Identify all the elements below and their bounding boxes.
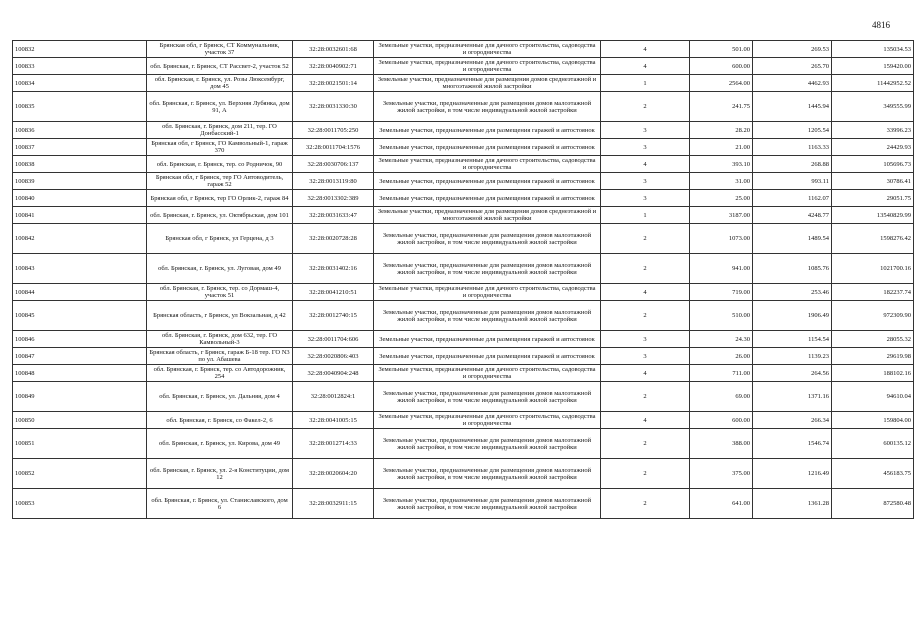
cell-unit-value: 4462.93	[753, 75, 832, 92]
cell-unit-value: 264.56	[753, 365, 832, 382]
cell-cadastral-value: 29051.75	[832, 190, 914, 207]
cell-group: 2	[601, 224, 690, 254]
cell-area: 393.10	[690, 156, 753, 173]
cell-area: 1073.00	[690, 224, 753, 254]
cell-cadastral-number: 32:28:0013302:389	[293, 190, 374, 207]
cell-cadastral-value: 30786.41	[832, 173, 914, 190]
cell-group: 4	[601, 365, 690, 382]
table-row	[13, 365, 914, 382]
cell-record-id: 100853	[13, 489, 147, 519]
cell-cadastral-value: 105696.73	[832, 156, 914, 173]
cell-address: обл. Брянская, г. Брянск, со Факел-2, 6	[147, 412, 293, 429]
cell-address: Брянская обл, г Брянск, СТ Коммунальник, участок 37	[147, 41, 293, 58]
cell-unit-value: 1163.33	[753, 139, 832, 156]
cell-area: 600.00	[690, 58, 753, 75]
table-row	[13, 284, 914, 301]
cell-unit-value: 1546.74	[753, 429, 832, 459]
cell-record-id: 100833	[13, 58, 147, 75]
cell-group: 1	[601, 207, 690, 224]
cell-area: 241.75	[690, 92, 753, 122]
cell-cadastral-value: 600135.12	[832, 429, 914, 459]
cell-land-use: Земельные участки, предназначенные для размещения гаражей и автостоянок	[374, 348, 601, 365]
cell-land-use: Земельные участки, предназначенные для размещения домов малоэтажной жилой застройки, в том числе индивидуальной жилой застройки	[374, 459, 601, 489]
land-registry-table	[12, 40, 914, 519]
cell-address: обл. Брянская, г. Брянск, ул. Верхняя Лубянка, дом 91, А	[147, 92, 293, 122]
cell-cadastral-value: 159804.00	[832, 412, 914, 429]
cell-cadastral-value: 1021700.16	[832, 254, 914, 284]
cell-land-use: Земельные участки, предназначенные для дачного строительства, садоводства и огородничества	[374, 284, 601, 301]
cell-record-id: 100840	[13, 190, 147, 207]
table-row	[13, 207, 914, 224]
cell-land-use: Земельные участки, предназначенные для размещения гаражей и автостоянок	[374, 173, 601, 190]
cell-cadastral-value: 33996.23	[832, 122, 914, 139]
cell-record-id: 100839	[13, 173, 147, 190]
table-row	[13, 489, 914, 519]
cell-area: 510.00	[690, 301, 753, 331]
cell-address: обл. Брянская, г. Брянск, ул. 2-я Конституции, дом 12	[147, 459, 293, 489]
table-row	[13, 75, 914, 92]
cell-address: Брянская обл, г Брянск, ул Герцена, д 3	[147, 224, 293, 254]
cell-address: обл. Брянская, г. Брянск, дом 632, тер. ГО Камвольный-3	[147, 331, 293, 348]
cell-record-id: 100834	[13, 75, 147, 92]
cell-cadastral-number: 32:28:0011704:1576	[293, 139, 374, 156]
cell-record-id: 100841	[13, 207, 147, 224]
cell-address: обл. Брянская, г. Брянск, ул. Кирова, дом 49	[147, 429, 293, 459]
cell-cadastral-value: 972309.90	[832, 301, 914, 331]
cell-unit-value: 1154.54	[753, 331, 832, 348]
cell-group: 2	[601, 489, 690, 519]
table-row	[13, 224, 914, 254]
cell-address: обл. Брянская, г. Брянск, ул. Станиславского, дом 6	[147, 489, 293, 519]
cell-area: 26.00	[690, 348, 753, 365]
cell-cadastral-number: 32:28:0012740:15	[293, 301, 374, 331]
table-row	[13, 58, 914, 75]
cell-group: 3	[601, 331, 690, 348]
cell-area: 941.00	[690, 254, 753, 284]
table-row	[13, 429, 914, 459]
cell-unit-value: 1139.23	[753, 348, 832, 365]
cell-land-use: Земельные участки, предназначенные для размещения гаражей и автостоянок	[374, 331, 601, 348]
cell-record-id: 100848	[13, 365, 147, 382]
cell-address: обл. Брянская, г. Брянск, ул. Розы Люксембург, дом 45	[147, 75, 293, 92]
cell-cadastral-number: 32:28:0013119:80	[293, 173, 374, 190]
cell-group: 4	[601, 156, 690, 173]
cell-address: обл. Брянская, г. Брянск, ул. Октябрьская, дом 101	[147, 207, 293, 224]
cell-area: 24.30	[690, 331, 753, 348]
cell-group: 3	[601, 190, 690, 207]
cell-unit-value: 1371.16	[753, 382, 832, 412]
table-row	[13, 190, 914, 207]
cell-group: 3	[601, 139, 690, 156]
table-row	[13, 41, 914, 58]
cell-group: 2	[601, 429, 690, 459]
cell-record-id: 100838	[13, 156, 147, 173]
cell-unit-value: 265.70	[753, 58, 832, 75]
cell-area: 388.00	[690, 429, 753, 459]
cell-land-use: Земельные участки, предназначенные для размещения домов малоэтажной жилой застройки, в том числе индивидуальной жилой застройки	[374, 254, 601, 284]
cell-group: 4	[601, 284, 690, 301]
table-row	[13, 301, 914, 331]
table-row	[13, 459, 914, 489]
cell-land-use: Земельные участки, предназначенные для дачного строительства, садоводства и огородничества	[374, 365, 601, 382]
cell-record-id: 100837	[13, 139, 147, 156]
cell-address: Брянская область, г Брянск, гараж Б-18 тер. ГО N3 по ул. Абашева	[147, 348, 293, 365]
cell-unit-value: 269.53	[753, 41, 832, 58]
cell-cadastral-number: 32:28:0020604:20	[293, 459, 374, 489]
cell-record-id: 100844	[13, 284, 147, 301]
cell-group: 3	[601, 348, 690, 365]
cell-land-use: Земельные участки, предназначенные для размещения гаражей и автостоянок	[374, 139, 601, 156]
table-row	[13, 412, 914, 429]
cell-area: 2564.00	[690, 75, 753, 92]
cell-group: 2	[601, 459, 690, 489]
cell-cadastral-value: 872580.48	[832, 489, 914, 519]
cell-cadastral-number: 32:28:0041210:51	[293, 284, 374, 301]
cell-land-use: Земельные участки, предназначенные для размещения домов малоэтажной жилой застройки, в том числе индивидуальной жилой застройки	[374, 429, 601, 459]
cell-record-id: 100849	[13, 382, 147, 412]
cell-record-id: 100832	[13, 41, 147, 58]
cell-group: 2	[601, 301, 690, 331]
cell-area: 31.00	[690, 173, 753, 190]
table-body	[13, 41, 914, 519]
cell-area: 501.00	[690, 41, 753, 58]
cell-area: 3187.00	[690, 207, 753, 224]
cell-group: 2	[601, 382, 690, 412]
cell-unit-value: 1489.54	[753, 224, 832, 254]
cell-cadastral-value: 11442952.52	[832, 75, 914, 92]
cell-address: обл. Брянская, г. Брянск, тер. со Дормаш-4, участок 51	[147, 284, 293, 301]
cell-record-id: 100843	[13, 254, 147, 284]
cell-cadastral-number: 32:28:0031402:16	[293, 254, 374, 284]
cell-cadastral-number: 32:28:0012824:1	[293, 382, 374, 412]
cell-unit-value: 266.34	[753, 412, 832, 429]
cell-land-use: Земельные участки, предназначенные для дачного строительства, садоводства и огородничества	[374, 41, 601, 58]
cell-land-use: Земельные участки, предназначенные для дачного строительства, садоводства и огородничества	[374, 156, 601, 173]
cell-group: 4	[601, 58, 690, 75]
cell-unit-value: 1216.49	[753, 459, 832, 489]
cell-land-use: Земельные участки, предназначенные для размещения домов малоэтажной жилой застройки, в том числе индивидуальной жилой застройки	[374, 489, 601, 519]
cell-address: обл. Брянская, г. Брянск, ул. Луговая, дом 49	[147, 254, 293, 284]
cell-group: 4	[601, 41, 690, 58]
cell-cadastral-number: 32:28:0032911:15	[293, 489, 374, 519]
cell-unit-value: 4248.77	[753, 207, 832, 224]
cell-area: 719.00	[690, 284, 753, 301]
cell-area: 25.00	[690, 190, 753, 207]
cell-address: обл. Брянская, г. Брянск, СТ Рассвет-2, участок 52	[147, 58, 293, 75]
cell-land-use: Земельные участки, предназначенные для размещения домов малоэтажной жилой застройки, в том числе индивидуальной жилой застройки	[374, 224, 601, 254]
cell-cadastral-value: 1598276.42	[832, 224, 914, 254]
cell-cadastral-number: 32:28:0031330:30	[293, 92, 374, 122]
table-row	[13, 139, 914, 156]
cell-address: Брянская обл, г Брянск, тер ГО Орлик-2, гараж 84	[147, 190, 293, 207]
cell-record-id: 100836	[13, 122, 147, 139]
cell-cadastral-value: 28055.32	[832, 331, 914, 348]
cell-cadastral-number: 32:28:0012714:33	[293, 429, 374, 459]
page-number: 4816	[872, 20, 890, 30]
cell-land-use: Земельные участки, предназначенные для размещения домов среднеэтажной и многоэтажной жилой застройки	[374, 75, 601, 92]
cell-address: обл. Брянская, г. Брянск, тер. со Родничок, 90	[147, 156, 293, 173]
cell-unit-value: 253.46	[753, 284, 832, 301]
cell-unit-value: 1445.94	[753, 92, 832, 122]
table-row	[13, 348, 914, 365]
cell-record-id: 100846	[13, 331, 147, 348]
cell-group: 4	[601, 412, 690, 429]
table-row	[13, 92, 914, 122]
cell-land-use: Земельные участки, предназначенные для размещения домов малоэтажной жилой застройки, в том числе индивидуальной жилой застройки	[374, 301, 601, 331]
cell-cadastral-value: 182237.74	[832, 284, 914, 301]
cell-unit-value: 268.88	[753, 156, 832, 173]
cell-record-id: 100842	[13, 224, 147, 254]
cell-cadastral-number: 32:28:0021501:14	[293, 75, 374, 92]
cell-cadastral-value: 188102.16	[832, 365, 914, 382]
cell-cadastral-number: 32:28:0040902:71	[293, 58, 374, 75]
cell-cadastral-number: 32:28:0041005:15	[293, 412, 374, 429]
cell-land-use: Земельные участки, предназначенные для размещения домов малоэтажной жилой застройки, в том числе индивидуальной жилой застройки	[374, 92, 601, 122]
cell-unit-value: 1162.07	[753, 190, 832, 207]
cell-address: Брянская обл, г Брянск, ГО Камвольный-1, гараж 370	[147, 139, 293, 156]
cell-land-use: Земельные участки, предназначенные для размещения гаражей и автостоянок	[374, 190, 601, 207]
cell-area: 711.00	[690, 365, 753, 382]
cell-area: 641.00	[690, 489, 753, 519]
cell-cadastral-value: 24429.93	[832, 139, 914, 156]
cell-unit-value: 993.11	[753, 173, 832, 190]
cell-address: Брянская обл, г Брянск, тер ГО Автоводитель, гараж 52	[147, 173, 293, 190]
cell-record-id: 100852	[13, 459, 147, 489]
cell-unit-value: 1906.49	[753, 301, 832, 331]
cell-group: 2	[601, 92, 690, 122]
cell-land-use: Земельные участки, предназначенные для размещения домов малоэтажной жилой застройки, в том числе индивидуальной жилой застройки	[374, 382, 601, 412]
cell-cadastral-value: 349555.99	[832, 92, 914, 122]
cell-land-use: Земельные участки, предназначенные для размещения домов среднеэтажной и многоэтажной жилой застройки	[374, 207, 601, 224]
cell-land-use: Земельные участки, предназначенные для дачного строительства, садоводства и огородничества	[374, 58, 601, 75]
cell-area: 600.00	[690, 412, 753, 429]
cell-area: 375.00	[690, 459, 753, 489]
cell-address: обл. Брянская, г. Брянск, дом 211, тер. ГО Донбасский-1	[147, 122, 293, 139]
cell-record-id: 100850	[13, 412, 147, 429]
cell-cadastral-number: 32:28:0011705:250	[293, 122, 374, 139]
table-row	[13, 122, 914, 139]
cell-cadastral-number: 32:28:0020728:28	[293, 224, 374, 254]
cell-address: обл. Брянская, г. Брянск, ул. Дальняя, дом 4	[147, 382, 293, 412]
cell-cadastral-value: 159420.00	[832, 58, 914, 75]
cell-land-use: Земельные участки, предназначенные для дачного строительства, садоводства и огородничества	[374, 412, 601, 429]
cell-unit-value: 1361.28	[753, 489, 832, 519]
cell-cadastral-value: 456183.75	[832, 459, 914, 489]
table-row	[13, 254, 914, 284]
table-row	[13, 156, 914, 173]
cell-group: 1	[601, 75, 690, 92]
cell-cadastral-number: 32:28:0020806:403	[293, 348, 374, 365]
table-row	[13, 382, 914, 412]
cell-record-id: 100847	[13, 348, 147, 365]
cell-unit-value: 1085.76	[753, 254, 832, 284]
cell-cadastral-value: 29619.98	[832, 348, 914, 365]
cell-address: обл. Брянская, г. Брянск, тер. со Автодорожник, 254	[147, 365, 293, 382]
cell-address: Брянская область, г Брянск, ул Вокзальная, д 42	[147, 301, 293, 331]
table-row	[13, 331, 914, 348]
cell-record-id: 100835	[13, 92, 147, 122]
cell-land-use: Земельные участки, предназначенные для размещения гаражей и автостоянок	[374, 122, 601, 139]
cell-group: 2	[601, 254, 690, 284]
cell-cadastral-number: 32:28:0031633:47	[293, 207, 374, 224]
cell-group: 3	[601, 122, 690, 139]
cell-cadastral-number: 32:28:0032601:68	[293, 41, 374, 58]
cell-area: 69.00	[690, 382, 753, 412]
cell-cadastral-value: 94610.04	[832, 382, 914, 412]
cell-cadastral-number: 32:28:0040904:248	[293, 365, 374, 382]
table-row	[13, 173, 914, 190]
cell-unit-value: 1205.54	[753, 122, 832, 139]
cell-group: 3	[601, 173, 690, 190]
cell-record-id: 100851	[13, 429, 147, 459]
cell-cadastral-value: 13540829.99	[832, 207, 914, 224]
cell-cadastral-value: 135034.53	[832, 41, 914, 58]
cell-area: 28.20	[690, 122, 753, 139]
cell-record-id: 100845	[13, 301, 147, 331]
cell-cadastral-number: 32:28:0011704:606	[293, 331, 374, 348]
cell-cadastral-number: 32:28:0030706:137	[293, 156, 374, 173]
cell-area: 21.00	[690, 139, 753, 156]
